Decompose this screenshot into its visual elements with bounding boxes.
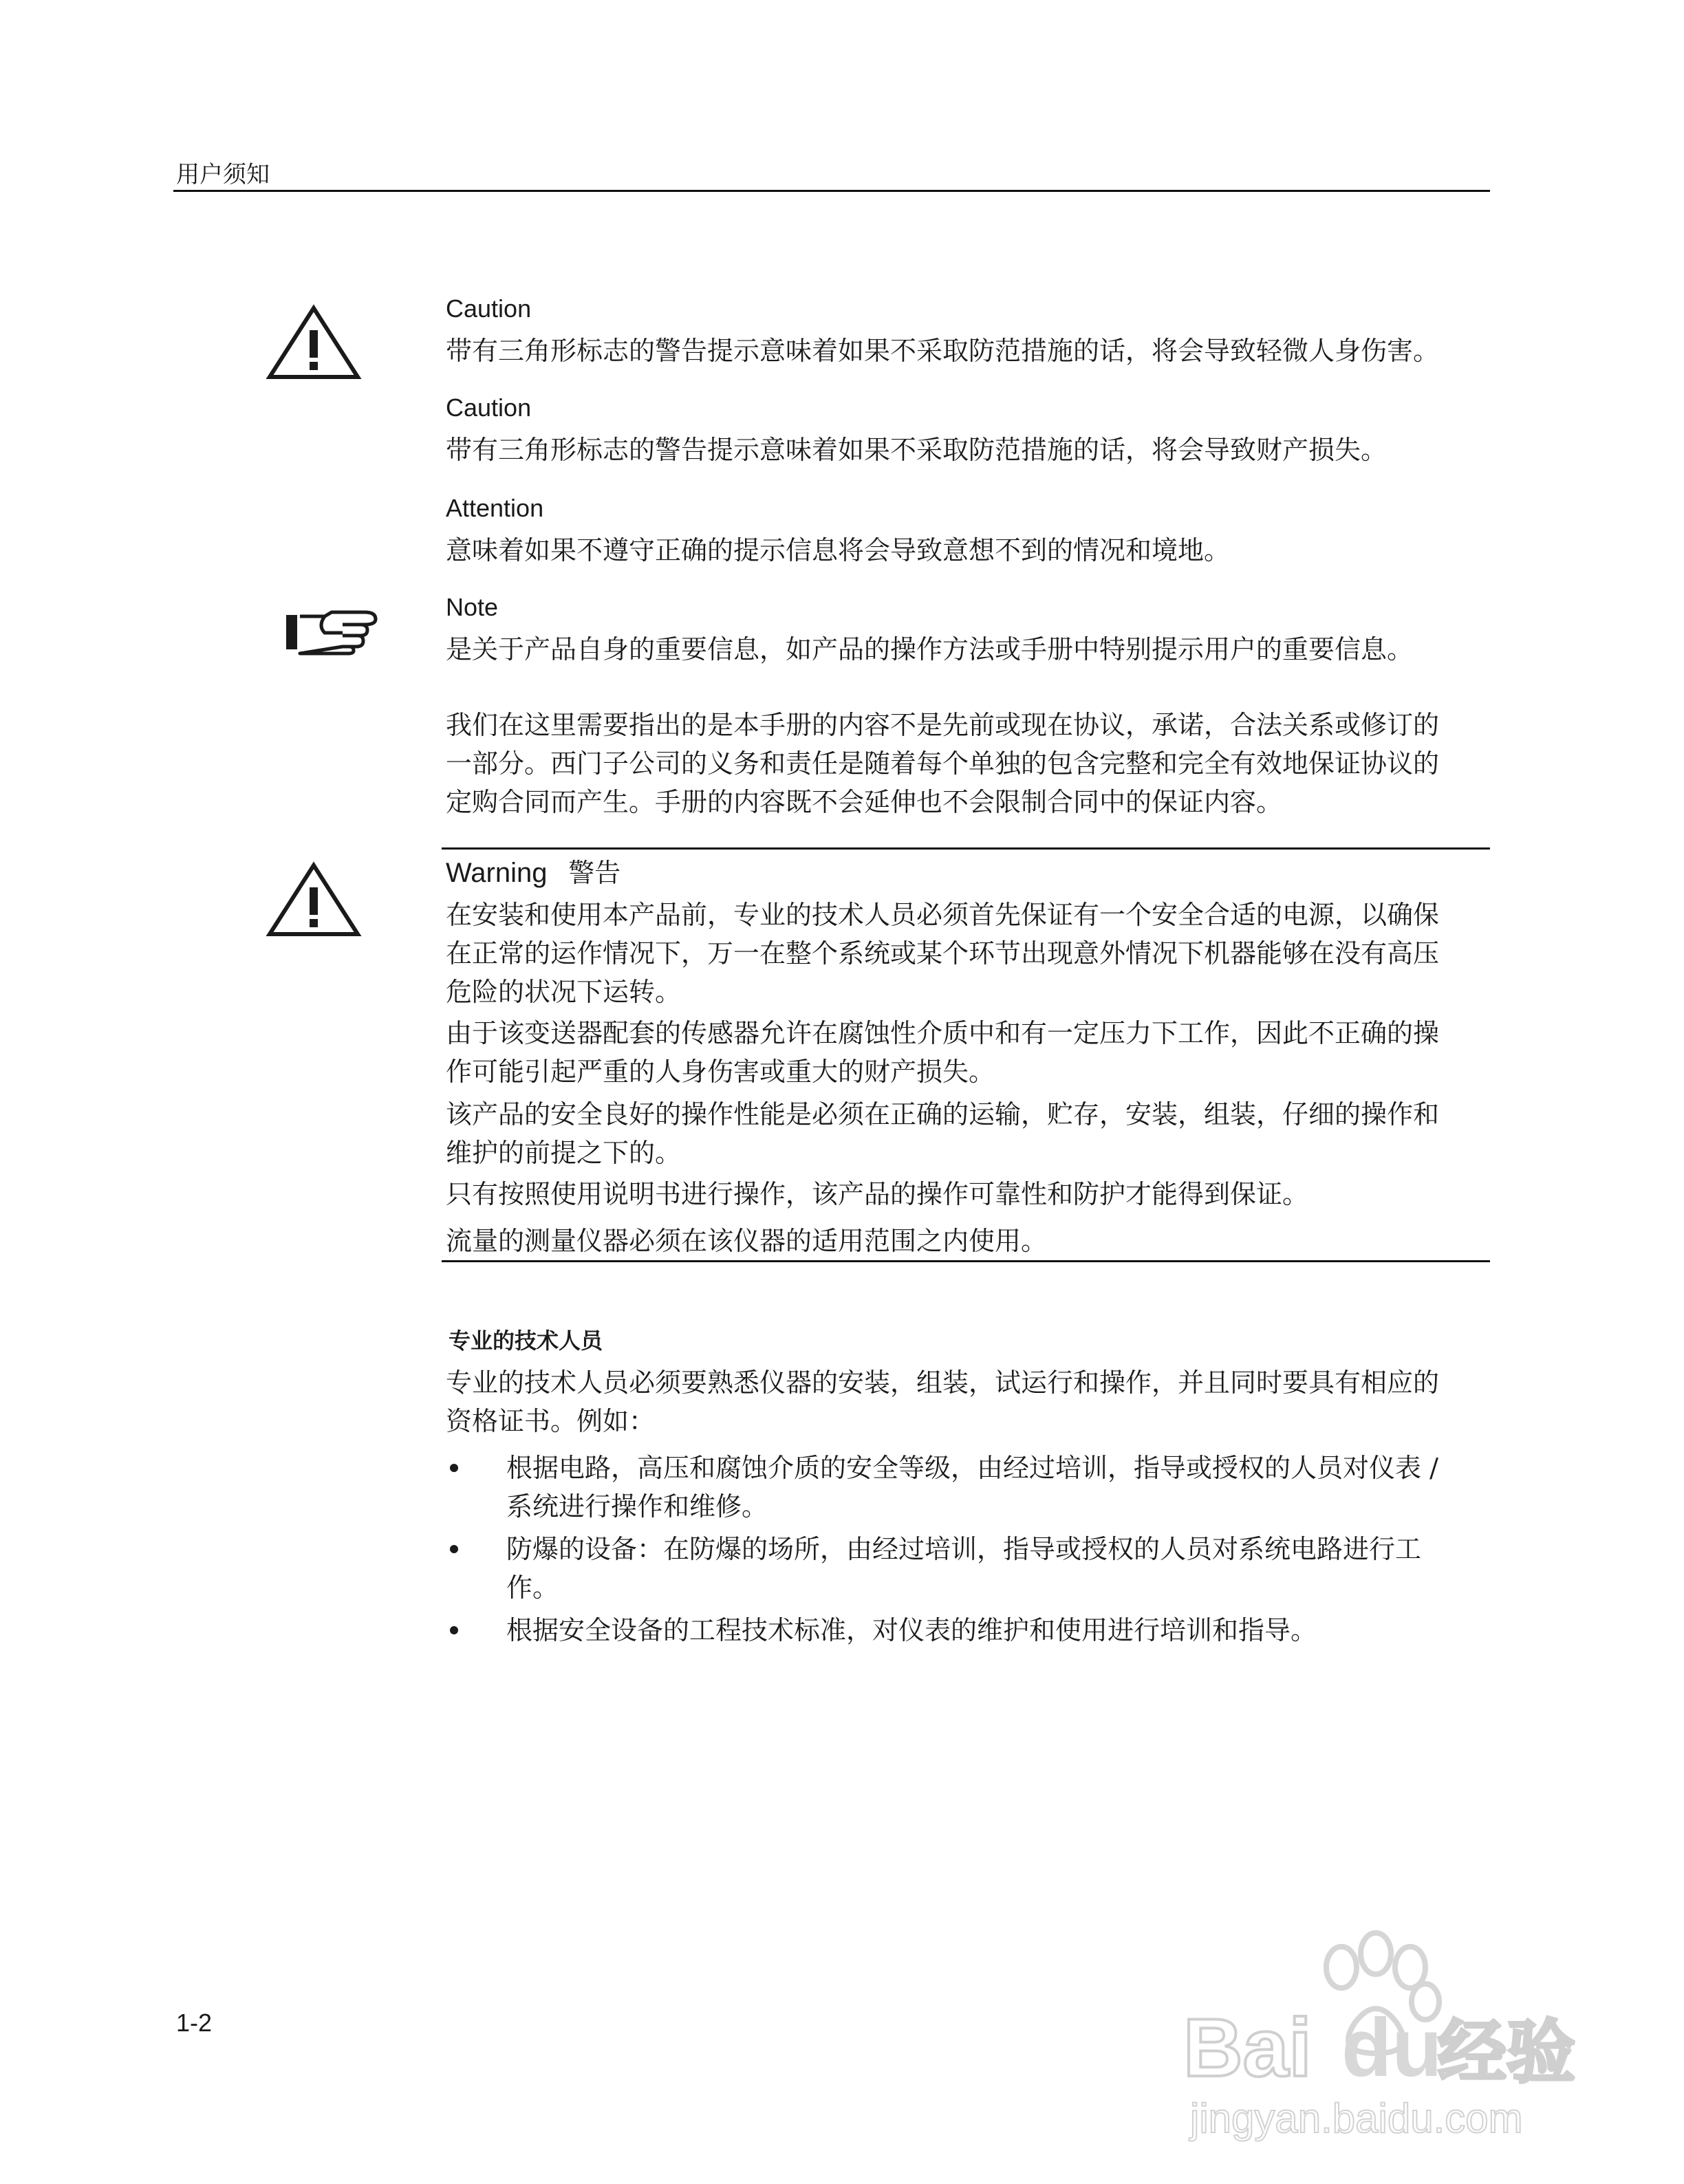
bullet-dot: [450, 1545, 458, 1553]
caution-text: 带有三角形标志的警告提示意味着如果不采取防范措施的话，将会导致财产损失。: [446, 435, 1388, 465]
baidu-watermark: [1169, 1905, 1582, 2153]
running-header: 用户须知: [176, 161, 270, 188]
statement-line: 定购合同而产生。手册的内容既不会延伸也不会限制合同中的保证内容。: [446, 787, 1283, 817]
bullet-dot: [450, 1626, 458, 1634]
warning-line: 在安装和使用本产品前，专业的技术人员必须首先保证有一个安全合适的电源，以确保: [446, 900, 1440, 930]
header-divider: [173, 190, 1490, 192]
page-number: 1-2: [176, 2009, 213, 2037]
list-item: 作。: [506, 1572, 559, 1603]
warning-line: 流量的测量仪器必须在该仪器的适用范围之内使用。: [446, 1226, 1048, 1256]
warning-bottom-rule: [442, 1260, 1490, 1262]
warning-heading: [446, 852, 620, 889]
caution-label: Caution: [446, 393, 532, 422]
svg-text:jingyan.baidu.com: jingyan.baidu.com: [1190, 2095, 1523, 2141]
caution-label: Caution: [446, 294, 532, 323]
intro-line: 资格证书。例如：: [446, 1406, 656, 1436]
warning-line: 危险的状况下运转。: [446, 977, 682, 1007]
warning-line: 作可能引起严重的人身伤害或重大的财产损失。: [446, 1057, 995, 1087]
warning-line: 维护的前提之下的。: [446, 1138, 682, 1168]
intro-line: 专业的技术人员必须要熟悉仪器的安装，组装，试运行和操作，并且同时要具有相应的: [446, 1367, 1440, 1398]
warning-triangle-icon: [266, 304, 362, 381]
list-item: 根据安全设备的工程技术标准，对仪表的维护和使用进行培训和指导。: [506, 1615, 1317, 1645]
statement-line: 我们在这里需要指出的是本手册的内容不是先前或现在协议，承诺，合法关系或修订的: [446, 710, 1440, 740]
warning-line: 在正常的运作情况下，万一在整个系统或某个环节出现意外情况下机器能够在没有高压: [446, 938, 1440, 969]
section-heading: 专业的技术人员: [449, 1328, 603, 1354]
warning-line: 只有按照使用说明书进行操作，该产品的操作可靠性和防护才能得到保证。: [446, 1179, 1309, 1209]
baidu-paw-icon: [1169, 1905, 1582, 2153]
warning-line: 由于该变送器配套的传感器允许在腐蚀性介质中和有一定压力下工作，因此不正确的操: [446, 1018, 1440, 1048]
attention-label: Attention: [446, 494, 544, 522]
warning-triangle-icon: [266, 861, 362, 938]
svg-text:Bai: Bai: [1183, 2002, 1312, 2094]
warning-top-rule: [442, 847, 1490, 850]
pointing-hand-icon: [283, 608, 380, 656]
warning-line: 该产品的安全良好的操作性能是必须在正确的运输，贮存，安装，组装，仔细的操作和: [446, 1099, 1440, 1129]
attention-text: 意味着如果不遵守正确的提示信息将会导致意想不到的情况和境地。: [446, 535, 1231, 565]
list-item: 防爆的设备：在防爆的场所，由经过培训，指导或授权的人员对系统电路进行工: [506, 1534, 1422, 1564]
bullet-dot: [450, 1464, 458, 1472]
caution-text: 带有三角形标志的警告提示意味着如果不采取防范措施的话，将会导致轻微人身伤害。: [446, 336, 1440, 366]
list-item: 根据电路，高压和腐蚀介质的安全等级，由经过培训，指导或授权的人员对仪表 /: [506, 1453, 1438, 1483]
svg-text:经验: 经验: [1438, 2012, 1575, 2093]
note-text: 是关于产品自身的重要信息，如产品的操作方法或手册中特别提示用户的重要信息。: [446, 634, 1414, 664]
statement-line: 一部分。西门子公司的义务和责任是随着每个单独的包含完整和完全有效地保证协议的: [446, 748, 1440, 779]
list-item: 系统进行操作和维修。: [506, 1491, 768, 1522]
note-label: Note: [446, 593, 499, 621]
warning-label-cn: 警告: [568, 858, 621, 888]
svg-text:du: du: [1341, 2002, 1443, 2094]
warning-label: Warning: [446, 858, 548, 888]
